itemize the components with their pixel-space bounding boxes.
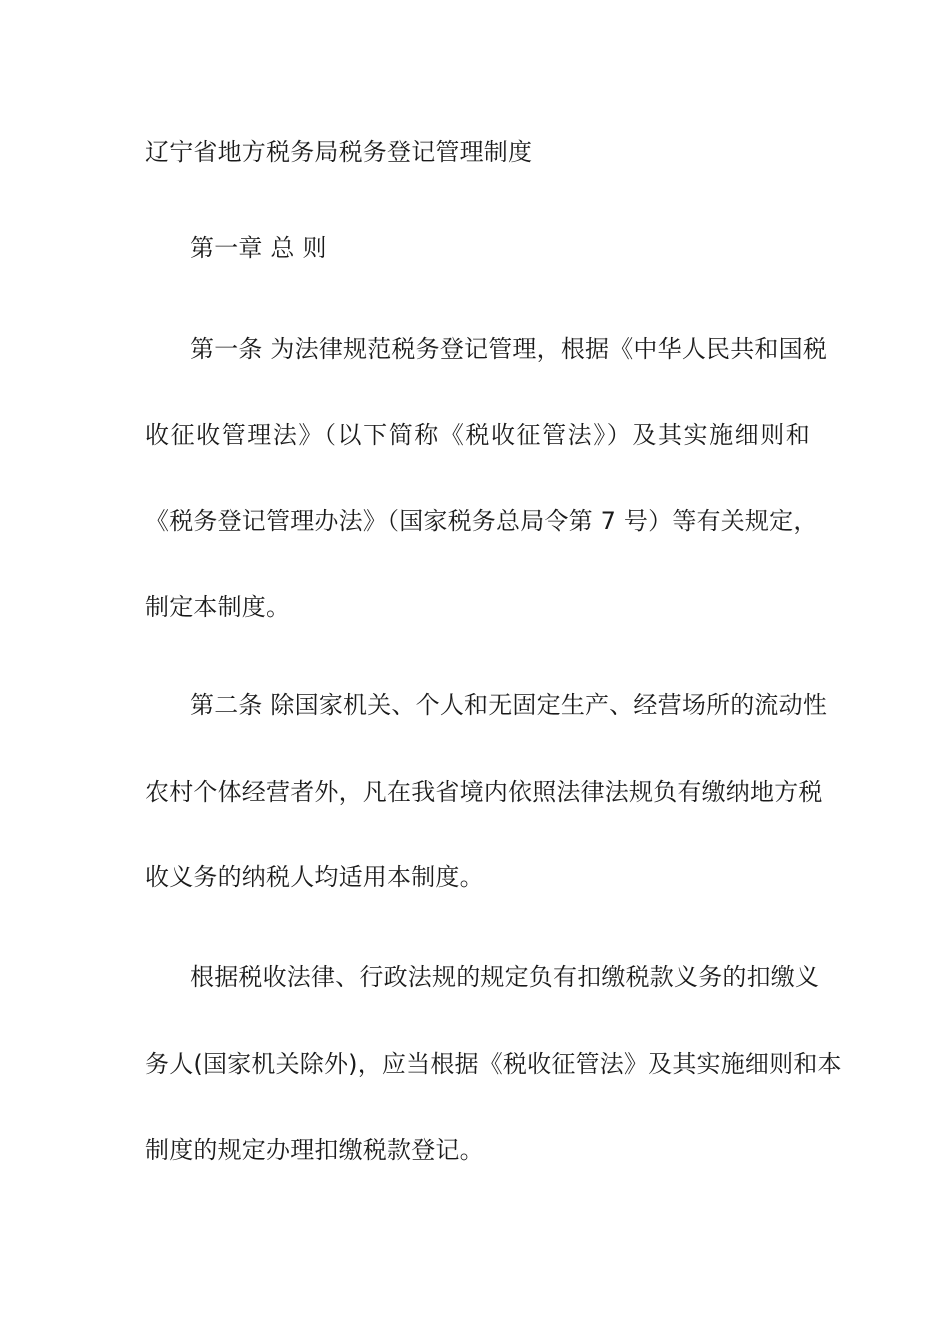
paragraph-line: 收义务的纳税人均适用本制度。: [145, 863, 484, 891]
paragraph-line: 根据税收法律、行政法规的规定负有扣缴税款义务的扣缴义: [190, 963, 820, 991]
document-title: 辽宁省地方税务局税务登记管理制度: [145, 138, 533, 166]
paragraph-line: 务人(国家机关除外)，应当根据《税收征管法》及其实施细则和本: [145, 1050, 842, 1078]
paragraph-line: 农村个体经营者外，凡在我省境内依照法律法规负有缴纳地方税: [145, 778, 823, 806]
paragraph-line: 第一条 为法律规范税务登记管理，根据《中华人民共和国税: [190, 335, 828, 363]
paragraph-line: 《税务登记管理办法》（国家税务总局令第 7 号）等有关规定，: [145, 507, 818, 535]
paragraph-line: 第二条 除国家机关、个人和无固定生产、经营场所的流动性: [190, 691, 828, 719]
chapter-heading: 第一章 总 则: [190, 234, 327, 262]
paragraph-line: 制度的规定办理扣缴税款登记。: [145, 1136, 484, 1164]
paragraph-line: 制定本制度。: [145, 593, 291, 621]
paragraph-line: 收征收管理法》（以下简称《税收征管法》）及其实施细则和: [145, 421, 810, 449]
